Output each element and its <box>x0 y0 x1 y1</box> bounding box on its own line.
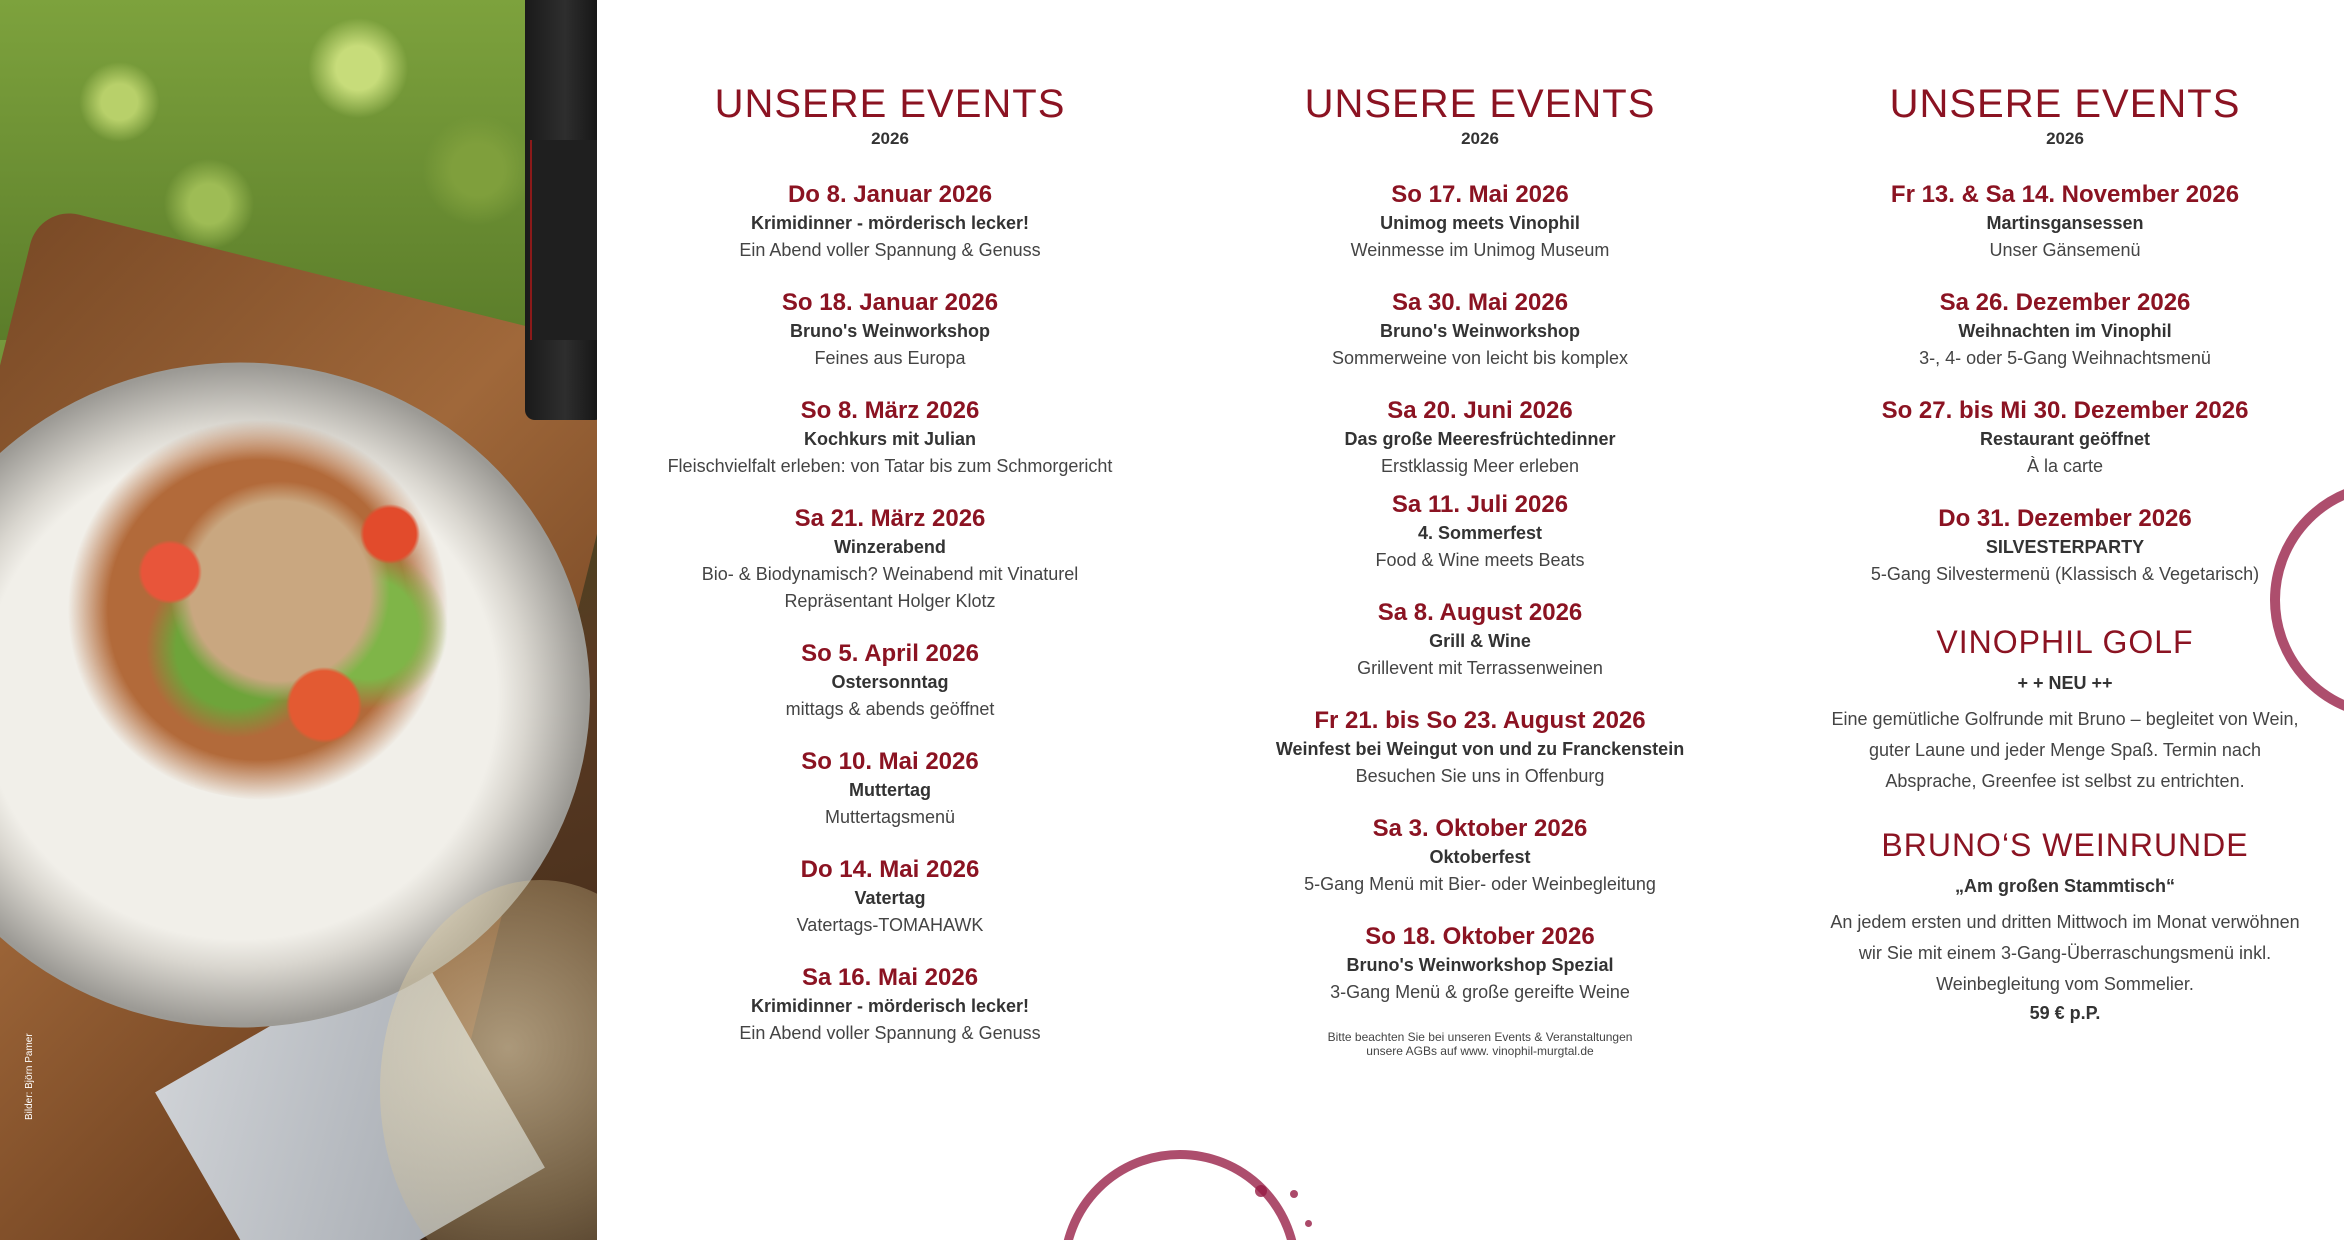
event-list <box>1240 180 1720 1006</box>
event-date: Sa 26. Dezember 2026 <box>1939 289 2191 316</box>
bottle-label <box>530 140 597 340</box>
golf-title: VINOPHIL GOLF <box>1936 624 2194 660</box>
events-column-2 <box>1240 80 1720 1058</box>
agb-note-link[interactable]: unsere AGBs auf www. vinophil-murgtal.de <box>1366 1044 1594 1058</box>
agb-note-line: Bitte beachten Sie bei unseren Events & Veranstaltungen <box>1327 1030 1633 1044</box>
agb-note <box>1240 1030 1720 1058</box>
events-title: UNSERE EVENTS <box>714 82 1066 126</box>
weinrunde-title: BRUNO‘S WEINRUNDE <box>1881 827 2249 863</box>
event-item <box>1240 490 1720 574</box>
food-photo <box>0 0 597 1240</box>
event-date: So 18. Oktober 2026 <box>1365 923 1595 950</box>
event-date: Sa 3. Oktober 2026 <box>1372 815 1588 842</box>
event-name: Bruno's Weinworkshop <box>1380 321 1580 341</box>
event-name: Grill & Wine <box>1429 631 1531 651</box>
wine-drop <box>1305 1220 1312 1227</box>
event-item <box>1240 598 1720 682</box>
event-name: Kochkurs mit Julian <box>803 429 977 449</box>
event-item <box>1240 288 1720 372</box>
event-description: 3-, 4- oder 5-Gang Weihnachtsmenü <box>1919 348 2211 368</box>
event-date: Do 8. Januar 2026 <box>787 181 993 208</box>
event-description: Sommerweine von leicht bis komplex <box>1331 348 1629 368</box>
event-date: Do 31. Dezember 2026 <box>1938 505 2192 532</box>
event-date: Sa 30. Mai 2026 <box>1391 289 1569 316</box>
event-description: 5-Gang Silvestermenü (Klassisch & Vegetarisch) <box>1870 564 2260 584</box>
event-description: Erstklassig Meer erleben <box>1380 456 1580 476</box>
event-item <box>1240 706 1720 790</box>
event-list <box>650 180 1130 1047</box>
event-item <box>650 747 1130 831</box>
events-year: 2026 <box>1461 129 1499 148</box>
golf-badge: + + NEU ++ <box>2017 673 2113 693</box>
events-title: UNSERE EVENTS <box>1889 82 2241 126</box>
event-description: Bio- & Biodynamisch? Weinabend mit Vinaturel Repräsentant Holger Klotz <box>701 564 1079 611</box>
event-name: Martinsgansessen <box>1986 213 2144 233</box>
event-item <box>650 180 1130 264</box>
event-description: Besuchen Sie uns in Offenburg <box>1355 766 1605 786</box>
event-description: Fleischvielfalt erleben: von Tatar bis zum Schmorgericht <box>667 456 1113 476</box>
event-name: Bruno's Weinworkshop <box>790 321 990 341</box>
event-date: So 8. März 2026 <box>800 397 980 424</box>
event-description: Feines aus Europa <box>814 348 966 368</box>
event-item <box>1830 396 2300 480</box>
event-date: So 10. Mai 2026 <box>801 748 979 775</box>
event-date: So 5. April 2026 <box>801 640 979 667</box>
weinrunde-section <box>1830 825 2300 1026</box>
event-item <box>1830 288 2300 372</box>
wine-drop <box>1255 1185 1267 1197</box>
event-name: 4. Sommerfest <box>1417 523 1543 543</box>
event-name: Winzerabend <box>834 537 946 557</box>
weinrunde-description: An jedem ersten und dritten Mittwoch im Monat verwöhnen wir Sie mit einem 3-Gang-Überraschungsmenü inkl. Weinbegleitung vom Sommelier. <box>1830 912 2300 994</box>
events-column-1 <box>650 80 1130 1071</box>
weinrunde-price: 59 € p.P. <box>2029 1003 2101 1023</box>
event-description: Ein Abend voller Spannung & Genuss <box>739 1023 1041 1043</box>
event-date: Sa 11. Juli 2026 <box>1391 491 1569 518</box>
event-name: Krimidinner - mörderisch lecker! <box>750 996 1030 1016</box>
event-date: Do 14. Mai 2026 <box>800 856 980 883</box>
event-name: SILVESTERPARTY <box>1985 537 2145 557</box>
events-year: 2026 <box>871 129 909 148</box>
event-description: Food & Wine meets Beats <box>1375 550 1585 570</box>
golf-section <box>1830 622 2300 797</box>
event-date: Sa 16. Mai 2026 <box>801 964 979 991</box>
event-name: Restaurant geöffnet <box>1979 429 2150 449</box>
event-description: 5-Gang Menü mit Bier- oder Weinbegleitung <box>1304 874 1656 894</box>
event-item <box>1240 180 1720 264</box>
event-name: Weinfest bei Weingut von und zu Franckenstein <box>1275 739 1685 759</box>
event-description: À la carte <box>2026 456 2104 476</box>
event-item <box>1240 814 1720 898</box>
event-description: Ein Abend voller Spannung & Genuss <box>739 240 1041 260</box>
event-description: Muttertagsmenü <box>824 807 956 827</box>
event-item <box>1240 922 1720 1006</box>
photo-credit: Bilder: Björn Pamer <box>24 1033 35 1120</box>
event-name: Unimog meets Vinophil <box>1380 213 1580 233</box>
event-description: Weinmesse im Unimog Museum <box>1350 240 1610 260</box>
event-date: Sa 20. Juni 2026 <box>1387 397 1573 424</box>
event-name: Oktoberfest <box>1429 847 1531 867</box>
event-date: Sa 8. August 2026 <box>1377 599 1583 626</box>
wine-drop <box>1290 1190 1298 1198</box>
event-description: mittags & abends geöffnet <box>785 699 995 719</box>
weinrunde-subtitle: „Am großen Stammtisch“ <box>1954 876 2176 896</box>
event-date: Sa 21. März 2026 <box>794 505 986 532</box>
event-date: Fr 21. bis So 23. August 2026 <box>1314 707 1646 734</box>
event-name: Krimidinner - mörderisch lecker! <box>750 213 1030 233</box>
event-description: Vatertags-TOMAHAWK <box>796 915 984 935</box>
event-item <box>1830 504 2300 588</box>
event-name: Das große Meeresfrüchtedinner <box>1344 429 1616 449</box>
event-item <box>650 855 1130 939</box>
event-description: Unser Gänsemenü <box>1989 240 2141 260</box>
event-description: 3-Gang Menü & große gereifte Weine <box>1330 982 1630 1002</box>
event-item <box>1830 180 2300 264</box>
event-item <box>1240 396 1720 480</box>
event-item <box>650 504 1130 615</box>
events-title: UNSERE EVENTS <box>1304 82 1656 126</box>
event-item <box>650 639 1130 723</box>
event-name: Muttertag <box>849 780 931 800</box>
event-description: Grillevent mit Terrassenweinen <box>1357 658 1603 678</box>
events-year: 2026 <box>2046 129 2084 148</box>
event-name: Weihnachten im Vinophil <box>1958 321 2172 341</box>
event-name: Bruno's Weinworkshop Spezial <box>1346 955 1614 975</box>
event-item <box>650 396 1130 480</box>
events-column-3 <box>1830 80 2300 1026</box>
event-date: So 17. Mai 2026 <box>1391 181 1569 208</box>
event-date: So 18. Januar 2026 <box>781 289 999 316</box>
event-item <box>650 963 1130 1047</box>
event-list <box>1830 180 2300 588</box>
event-date: So 27. bis Mi 30. Dezember 2026 <box>1881 397 2249 424</box>
event-name: Vatertag <box>854 888 926 908</box>
golf-description: Eine gemütliche Golfrunde mit Bruno – begleitet von Wein, guter Laune und jeder Menge Spaß. Termin nach Absprache, Greenfee ist selbst zu entrichten. <box>1831 709 2299 791</box>
event-date: Fr 13. & Sa 14. November 2026 <box>1890 181 2240 208</box>
event-name: Ostersonntag <box>831 672 949 692</box>
event-item <box>650 288 1130 372</box>
